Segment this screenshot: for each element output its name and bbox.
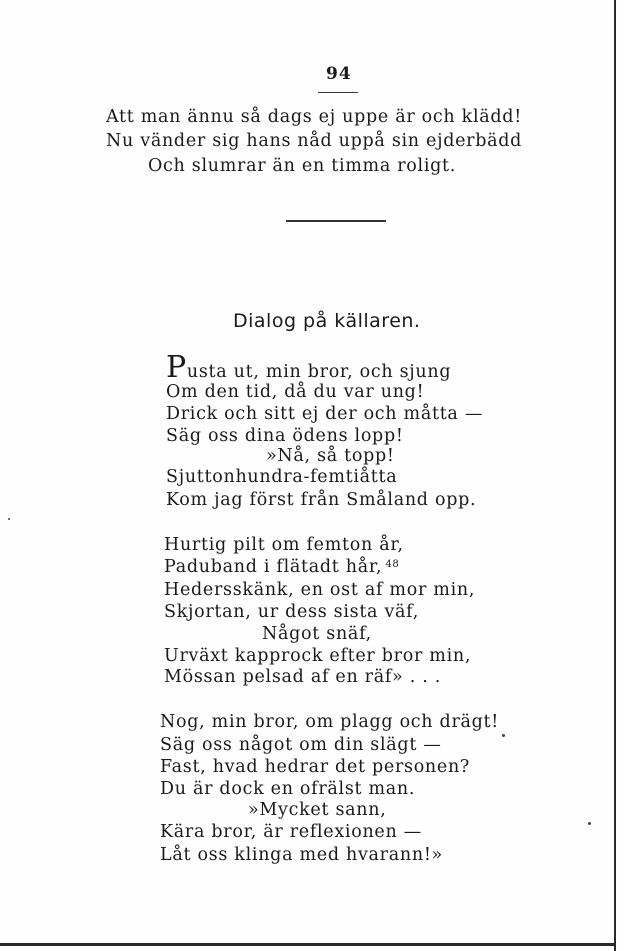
poem-line: Urväxt kapprock efter bror min, <box>164 646 472 666</box>
page-number-rule <box>318 92 358 93</box>
footnote-reference: 48 <box>385 559 400 570</box>
scan-speck <box>588 822 591 825</box>
carryover-line: Och slumrar än en timma roligt. <box>148 156 457 176</box>
poem-line: Drick och sitt ej der och måtta — <box>166 404 484 424</box>
poem-line: Om den tid, då du var ung! <box>166 382 425 402</box>
poem-line-first <box>166 350 452 385</box>
drop-cap: P <box>166 350 187 385</box>
poem-line: Sjuttonhundra-femtiåtta <box>166 467 398 487</box>
poem-line: Mössan pelsad af en räf» . . . <box>164 667 442 687</box>
carryover-line: Att man ännu så dags ej uppe är och klädd! <box>106 107 522 127</box>
page-edge-right <box>614 0 616 951</box>
poem-line: Nog, min bror, om plagg och drägt! <box>160 712 500 732</box>
page-number: 94 <box>326 64 352 84</box>
poem-line: »Nå, så topp! <box>266 446 395 466</box>
poem-line: Kära bror, är reflexionen — <box>160 822 422 842</box>
scan-speck <box>502 734 505 737</box>
poem-line: Du är dock en ofrälst man. <box>160 779 416 799</box>
poem-line <box>164 557 399 577</box>
poem-line: »Mycket sann, <box>248 800 387 820</box>
poem-line: Något snäf, <box>262 624 372 644</box>
page-edge-bottom <box>0 943 616 946</box>
poem-line: Säg oss dina ödens lopp! <box>166 426 404 446</box>
poem-line: Låt oss klinga med hvarann!» <box>160 845 443 865</box>
poem-line: Hurtig pilt om femton år, <box>164 535 404 555</box>
poem-line: Hedersskänk, en ost af mor min, <box>164 580 476 600</box>
scan-speck <box>8 518 10 520</box>
poem-line-text: Paduband i flätadt hår, <box>164 557 383 577</box>
poem-line: Kom jag först från Småland opp. <box>166 490 477 510</box>
carryover-line: Nu vänder sig hans nåd uppå sin ejderbädd <box>106 131 523 151</box>
poem-line: Skjortan, ur dess sista väf, <box>164 602 419 622</box>
poem-title: Dialog på källaren. <box>233 310 421 332</box>
poem-line: Fast, hvad hedrar det personen? <box>160 757 471 777</box>
section-divider <box>286 220 386 222</box>
poem-line: Säg oss något om din slägt — <box>160 735 442 755</box>
poem-line-text: usta ut, min bror, och sjung <box>186 362 452 382</box>
